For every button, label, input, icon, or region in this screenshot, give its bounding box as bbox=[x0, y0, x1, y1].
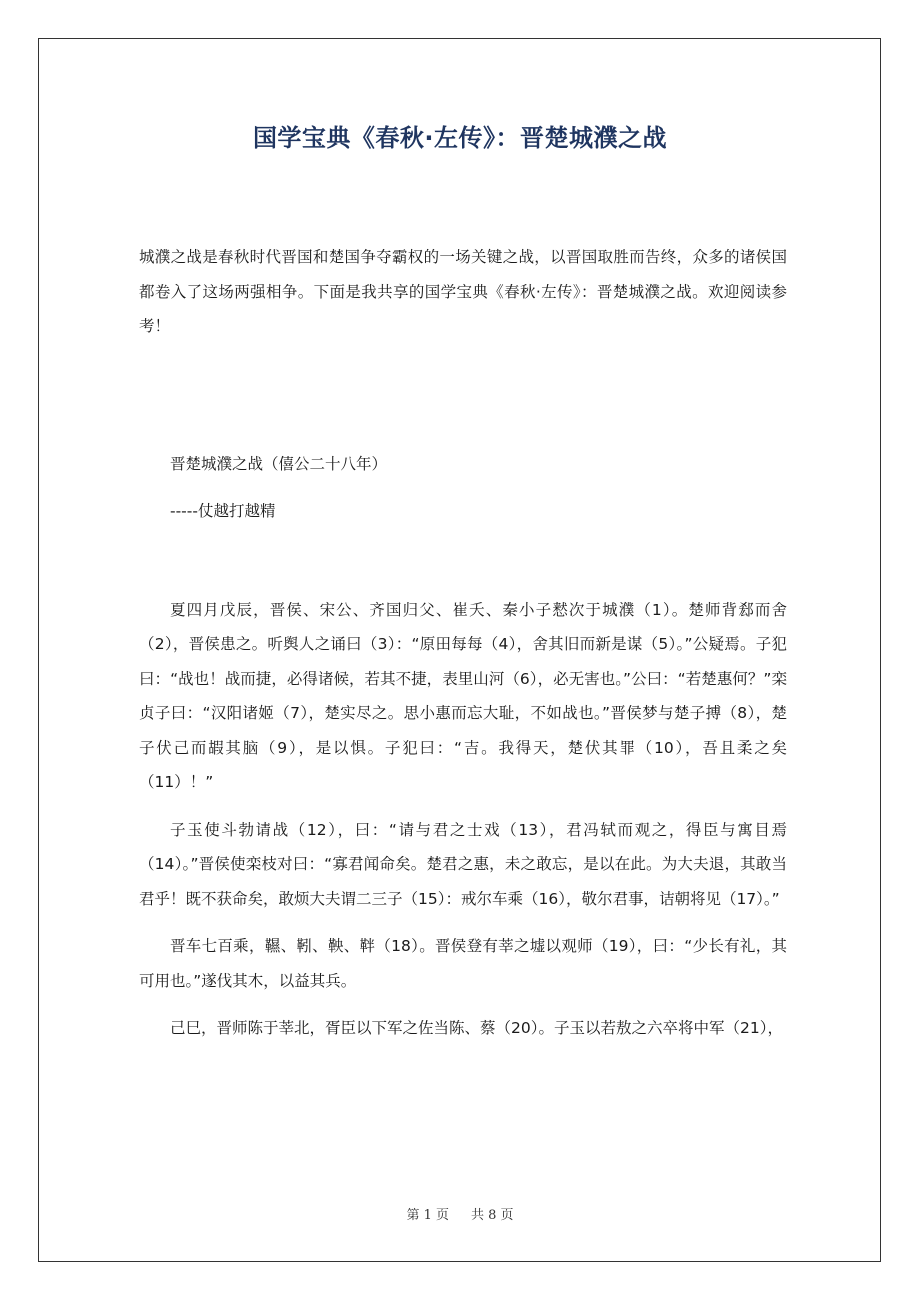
page-number: 第 1 页 bbox=[406, 1208, 449, 1223]
body-paragraph: 子玉使斗勃请战（12），曰：“请与君之士戏（13），君冯轼而观之，得臣与寓目焉（14）。”晋侯使栾枝对曰：“寡君闻命矣。楚君之惠，未之敢忘，是以在此。为大夫退，其敢当君乎！既不获命矣，敢烦大夫谓二三子（15）：戒尔车乘（16），敬尔君事，诘朝将见（17）。” bbox=[139, 820, 787, 908]
body-paragraph: 己巳，晋师陈于莘北，胥臣以下军之佐当陈、蔡（20）。子玉以若敖之六卒将中军（21）， bbox=[170, 1019, 783, 1037]
body-paragraph: 晋车七百乘，韅、靷、鞅、靽（18）。晋侯登有莘之墟以观师（19），曰：“少长有礼，其可用也。”遂伐其木，以益其兵。 bbox=[139, 937, 787, 990]
document-title: 国学宝典《春秋·左传》：晋楚城濮之战 bbox=[252, 124, 668, 152]
intro-paragraph: 城濮之战是春秋时代晋国和楚国争夺霸权的一场关键之战，以晋国取胜而告终，众多的诸侯国都卷入了这场两强相争。下面是我共享的国学宝典《春秋·左传》：晋楚城濮之战。欢迎阅读参考！ bbox=[139, 248, 787, 335]
page-footer bbox=[0, 1204, 920, 1223]
body-paragraph: 夏四月戊辰，晋侯、宋公、齐国归父、崔夭、秦小子慭次于城濮（1）。楚师背郄而舍（2），晋侯患之。听舆人之诵曰（3）：“原田每每（4），舍其旧而新是谋（5）。”公疑焉。子犯曰：“战也！战而捷，必得诸候，若其不捷，表里山河（6），必无害也。”公曰：“若楚惠何？”栾贞子曰：“汉阳诸姬（7），楚实尽之。思小惠而忘大耻，不如战也。”晋侯梦与楚子搏（8），楚子伏己而嘏其脑（9），是以惧。子犯曰：“吉。我得天，楚伏其罪（10），吾且柔之矣（11）！” bbox=[139, 600, 787, 791]
document-body bbox=[139, 240, 787, 1046]
section-title: 晋楚城濮之战（僖公二十八年） bbox=[170, 454, 388, 473]
page-total: 共 8 页 bbox=[471, 1208, 514, 1223]
section-subtitle: -----仗越打越精 bbox=[170, 502, 276, 520]
